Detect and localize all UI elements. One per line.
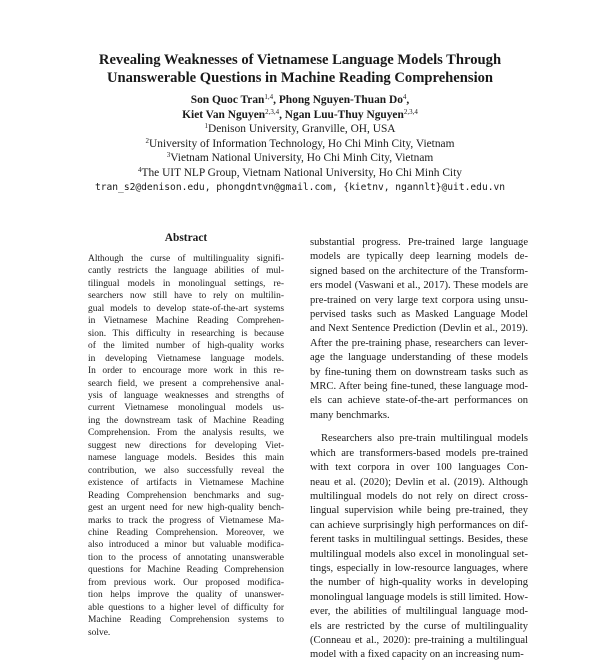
author-name: Ngan Luu-Thuy Nguyen [284, 108, 404, 121]
body-text-line: multilingual models do not rely on direct cross- [310, 490, 528, 502]
body-paragraph-2 [310, 432, 528, 663]
abstract-line: gest an urgent need for new high-quality bench- [88, 503, 284, 514]
author-separator: , [406, 94, 410, 106]
abstract-line: chine Reading Comprehension. Moreover, we [88, 527, 284, 538]
author-name: Son Quoc Tran [190, 94, 265, 106]
body-text-line: monolingual language models is still limited. How- [310, 591, 528, 603]
affiliation-3 [0, 151, 600, 166]
abstract-heading: Abstract [164, 232, 208, 244]
affiliation-text: University of Information Technology, Ho Chi Minh City, Vietnam [149, 137, 455, 150]
body-text-line: models are typically deep learning models de- [310, 251, 528, 263]
body-text-line: After the pre-training phase, researchers can lever- [310, 337, 528, 349]
body-text-line: and Next Sentence Prediction (Devlin et al., 2019). [310, 323, 528, 335]
body-text-line: substantial progress. Pre-trained large language [310, 237, 528, 248]
body-text-line: neau et al. (2020); Devlin et al. (2019). Although [310, 476, 528, 488]
abstract-line: also introduced a minor but valuable modifica- [88, 540, 284, 551]
abstract-line: sion. This difficulty in researching is because [88, 328, 284, 339]
body-text-line: with text corpora in over 100 languages Con- [310, 462, 528, 474]
affiliation-2 [0, 137, 600, 152]
abstract-line: suggest new directions for developing Viet- [88, 440, 284, 451]
abstract-line: existence of artifacts in Vietnamese Machine [88, 478, 284, 489]
abstract-line: searchers now still have to rely on multilin- [88, 291, 284, 302]
author-affiliation-mark: 2,3,4 [265, 107, 280, 116]
body-text-line: Researchers also pre-train multilingual models [321, 433, 528, 445]
body-text-line: tings, especially in low-resource languages, where [310, 562, 528, 574]
paper-title [0, 51, 600, 87]
abstract-line: in developing Vietnamese language models. [88, 353, 284, 364]
body-text-line: which are transformers-based models pre-trained [310, 447, 528, 459]
abstract-line: in Vietnamese Machine Reading Comprehen- [88, 316, 284, 327]
abstract-line: Although the curse of multilinguality signifi- [88, 254, 284, 264]
body-text-line: ferent tasks in multilingual settings. Besides, these [310, 534, 528, 546]
abstract-line: tion to the process of annotating unanswerable [88, 552, 284, 563]
body-text-line: (Conneau et al., 2020): pre-training a multilingual [310, 634, 528, 646]
body-text-line: ers model (Vaswani et al., 2017). These models are [310, 280, 528, 292]
body-column [310, 236, 528, 663]
abstract-line: In order to encourage more work in this re- [88, 366, 284, 377]
affiliation-1 [0, 122, 600, 137]
abstract-line: search field, we present a comprehensive anal- [88, 378, 284, 389]
abstract-line: of the limited number of high-quality works [88, 341, 284, 352]
body-text-line: els are restricted by the curse of multilinguality [310, 620, 528, 632]
abstract-line: tilingual models in monolingual settings, re- [88, 278, 284, 289]
affiliation-text: Denison University, Granville, OH, USA [208, 123, 396, 136]
abstract-line: able questions to a higher level of difficulty for [88, 602, 284, 613]
body-text-line: lingual supervision while being pre-trained, they [310, 505, 528, 517]
body-paragraph-1 [310, 236, 528, 423]
body-text-line: model with a fixed capacity on an increasing num- [310, 649, 524, 661]
author-block [0, 93, 600, 195]
body-text-line: els can achieve state-of-the-art performances on [310, 395, 528, 407]
author-affiliation-mark: 1,4 [264, 93, 274, 101]
abstract-text [88, 253, 284, 639]
body-text-line: MRC. After being fine-tuned, these language mod- [310, 381, 528, 393]
abstract-line: tion helps improve the quality of unanswer- [88, 590, 284, 601]
affiliation-mark: 2 [145, 136, 150, 145]
body-text-line: pre-trained on very large text corpora using unsu- [310, 294, 528, 306]
author-emails: tran_s2@denison.edu, phongdntvn@gmail.com, {kietnv, ngannlt}@uit.edu.vn [94, 181, 506, 193]
author-name: Kiet Van Nguyen [182, 108, 266, 121]
affiliation-mark: 1 [204, 122, 208, 131]
body-text-line: can achieve surprisingly high performances on dif- [310, 519, 528, 531]
affiliation-mark: 4 [138, 165, 142, 174]
affiliation-text: The UIT NLP Group, Vietnam National University, Ho Chi Minh City [141, 166, 462, 179]
affiliation-4 [0, 166, 600, 181]
abstract-line: marks to track the progress of Vietnamese Ma- [88, 515, 284, 526]
abstract-line: current Vietnamese monolingual models us- [88, 403, 284, 414]
authors-line-1 [0, 93, 600, 108]
body-text-line: age the language understanding of these models [310, 352, 528, 364]
author-separator: , [279, 108, 285, 121]
body-text-line: by fine-tuning them on downstream tasks such as [310, 366, 528, 378]
abstract-line: from previous work. Our proposed modifica- [88, 577, 284, 588]
author-name: Phong Nguyen-Thuan Do [278, 94, 403, 106]
body-text-line: many benchmarks. [310, 409, 390, 421]
body-text-line: pervised tasks such as Masked Language Model [310, 309, 528, 321]
abstract-line: Reading Comprehension benchmarks and sug- [88, 490, 284, 501]
affiliation-text: Vietnam National University, Ho Chi Minh City, Vietnam [170, 152, 434, 165]
abstract-line: ysis of language weaknesses and strengths of [88, 390, 284, 401]
abstract-line: Comprehension. From the analysis results, we [88, 428, 284, 439]
abstract-line: cantly restricts the language abilities of mul- [88, 266, 284, 277]
author-affiliation-mark: 4 [402, 93, 407, 101]
body-text-line: the number of high-quality works in developing [310, 577, 528, 589]
title-line-2: Unanswerable Questions in Machine Reading Comprehension [106, 70, 494, 86]
affiliation-mark: 3 [166, 151, 171, 160]
abstract-line: contribution, we also successfully reveal the [88, 465, 284, 476]
abstract-line: solve. [88, 627, 111, 638]
author-separator: , [273, 94, 279, 106]
title-line-1: Revealing Weaknesses of Vietnamese Language Models Through [98, 52, 502, 68]
body-text-line: signed based on the architecture of the Transform- [310, 265, 528, 277]
author-affiliation-mark: 2,3,4 [403, 107, 418, 116]
abstract-line: questions for Machine Reading Comprehension [88, 565, 284, 576]
abstract-line: namese language models. Besides this main [88, 453, 284, 464]
body-text-line: multilingual models also excel in monolingual set- [310, 548, 528, 560]
abstract-line: Machine Reading Comprehension systems to [88, 615, 284, 626]
body-text-line: ever, the abilities of multilingual language mod- [310, 606, 528, 618]
authors-line-2 [0, 108, 600, 123]
abstract-line: gual models to develop state-of-the-art systems [88, 303, 284, 314]
abstract-line: ing the downstream task of Machine Reading [88, 415, 284, 426]
